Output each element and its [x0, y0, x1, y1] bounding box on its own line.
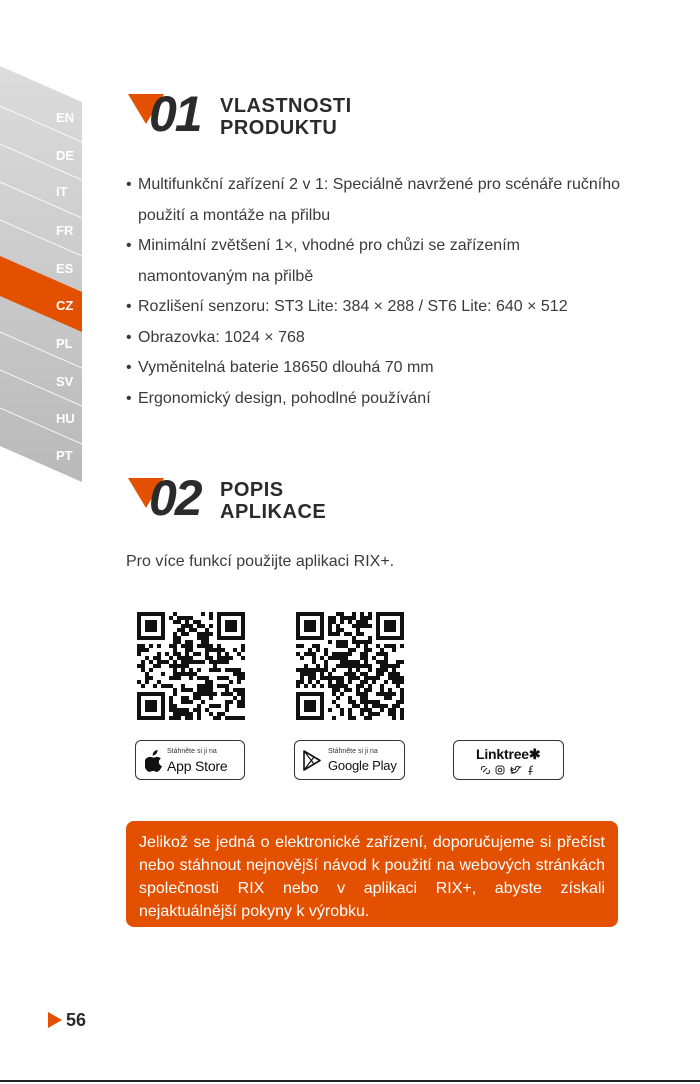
app-store-small-label: Stáhněte si ji na	[167, 748, 217, 755]
section-title-line1: VLASTNOSTI	[220, 95, 352, 117]
instagram-icon	[496, 766, 504, 774]
qr-code-googleplay[interactable]	[296, 612, 404, 720]
list-item: • Vyměnitelná baterie 18650 dlouhá 70 mm	[126, 353, 626, 384]
google-play-button[interactable]	[294, 740, 405, 780]
google-play-small-label: Stáhněte si ji na	[328, 748, 378, 755]
google-play-icon	[303, 750, 321, 771]
section-title-line2: APLIKACE	[220, 501, 327, 523]
linktree-label: Linktree✱	[476, 746, 541, 762]
app-store-label: App Store	[167, 758, 228, 774]
apple-icon	[145, 750, 163, 772]
notice-box: Jelikož se jedná o elektronické zařízení, doporučujeme si přečíst nebo stáhnout nejnovější návod k použití na webových stránkách společnosti RIX nebo v aplikaci RIX+, abyste získali nejaktuálnější pokyny k výrobku.	[126, 821, 618, 927]
language-tabs	[0, 66, 82, 482]
list-item: • Multifunkční zařízení 2 v 1: Speciálně navržené pro scénáře ručního použití a montáže na přilbu	[126, 170, 626, 231]
linktree-button[interactable]	[453, 740, 564, 780]
tab-de[interactable]: DE	[56, 148, 75, 163]
feature-list	[126, 170, 626, 414]
section-title-line2: PRODUKTU	[220, 117, 338, 139]
tab-sv[interactable]: SV	[56, 374, 74, 389]
tab-es[interactable]: ES	[56, 261, 74, 276]
tab-en[interactable]: EN	[56, 110, 75, 125]
list-item: • Rozlišení senzoru: ST3 Lite: 384 × 288 / ST6 Lite: 640 × 512	[126, 292, 626, 323]
qr-code-appstore[interactable]	[137, 612, 245, 720]
list-item: • Minimální zvětšení 1×, vhodné pro chůzi se zařízením namontovaným na přilbě	[126, 231, 626, 292]
app-store-button[interactable]	[135, 740, 245, 780]
twitter-icon	[511, 766, 521, 773]
tab-fr[interactable]: FR	[56, 223, 74, 238]
tab-it[interactable]: IT	[56, 184, 68, 199]
link-icon	[481, 766, 489, 773]
bottom-rule	[0, 1080, 700, 1082]
tab-cz[interactable]: CZ	[56, 298, 74, 313]
section-number: 02	[149, 470, 201, 526]
tab-pl[interactable]: PL	[56, 336, 73, 351]
page-number-text: 56	[66, 1010, 87, 1030]
list-item: • Ergonomický design, pohodlné používání	[126, 384, 626, 415]
google-play-label: Google Play	[328, 758, 397, 773]
app-intro-text: Pro více funkcí použijte aplikaci RIX+.	[126, 553, 395, 570]
tab-pt[interactable]: PT	[56, 448, 73, 463]
section-number: 01	[149, 86, 201, 142]
social-icons	[480, 764, 540, 776]
tab-hu[interactable]: HU	[56, 411, 75, 426]
play-triangle-icon	[48, 1012, 62, 1028]
section-title-line1: POPIS	[220, 479, 284, 501]
list-item: • Obrazovka: 1024 × 768	[126, 323, 626, 354]
facebook-icon	[529, 766, 534, 775]
